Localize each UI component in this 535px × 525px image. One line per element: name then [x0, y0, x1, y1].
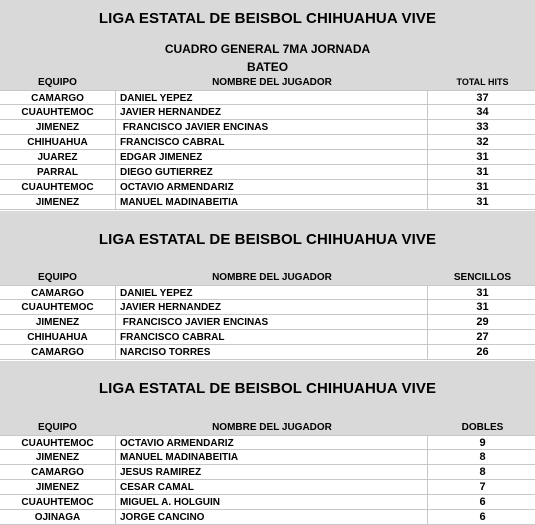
stat-cell: 9 — [479, 437, 486, 449]
team-cell: CUAUHTEMOC — [0, 300, 116, 314]
stat-cell: 31 — [476, 166, 489, 178]
section-1-category: BATEO — [246, 60, 289, 74]
player-cell: FRANCISCO JAVIER ENCINAS — [116, 120, 428, 134]
table-row — [0, 105, 535, 120]
stat-cell: 31 — [476, 301, 489, 313]
section-1-header-team: EQUIPO — [38, 77, 77, 88]
section-3-table — [0, 435, 535, 525]
stat-cell: 33 — [476, 121, 489, 133]
section-3-header-player: NOMBRE DEL JUGADOR — [212, 422, 332, 433]
section-2-table — [0, 285, 535, 360]
player-cell: DANIEL YEPEZ — [116, 91, 428, 105]
stat-cell: 8 — [479, 451, 486, 463]
stat-cell: 31 — [476, 181, 489, 193]
table-row — [0, 90, 535, 105]
team-cell: JIMENEZ — [0, 120, 116, 134]
player-cell: MANUEL MADINABEITIA — [116, 450, 428, 464]
stat-cell: 34 — [476, 106, 489, 118]
team-cell: CHIHUAHUA — [0, 135, 116, 149]
table-row — [0, 345, 535, 360]
table-row — [0, 495, 535, 510]
stat-cell: 27 — [476, 331, 489, 343]
table-row — [0, 510, 535, 525]
section-3-header-team: EQUIPO — [38, 422, 77, 433]
player-cell: JORGE CANCINO — [116, 510, 428, 524]
section-1-header-stat: TOTAL HITS — [456, 77, 509, 87]
team-cell: CUAUHTEMOC — [0, 436, 116, 450]
section-3-header-stat: DOBLES — [461, 422, 504, 433]
table-row — [0, 330, 535, 345]
team-cell: CUAUHTEMOC — [0, 495, 116, 509]
stat-cell: 8 — [479, 466, 486, 478]
team-cell: CAMARGO — [0, 91, 116, 105]
stat-cell: 29 — [476, 316, 489, 328]
team-cell: JIMENEZ — [0, 450, 116, 464]
section-2-title: LIGA ESTATAL DE BEISBOL CHIHUAHUA VIVE — [98, 231, 437, 248]
player-cell: JAVIER HERNANDEZ — [116, 105, 428, 119]
player-cell: OCTAVIO ARMENDARIZ — [116, 436, 428, 450]
section-2-header-stat: SENCILLOS — [453, 272, 512, 283]
table-row — [0, 150, 535, 165]
player-cell: DANIEL YEPEZ — [116, 286, 428, 300]
stat-cell: 6 — [479, 511, 486, 523]
section-1-subtitle: CUADRO GENERAL 7MA JORNADA — [164, 42, 371, 56]
section-2-header-team: EQUIPO — [38, 272, 77, 283]
stat-cell: 26 — [476, 346, 489, 358]
section-1-header-player: NOMBRE DEL JUGADOR — [212, 77, 332, 88]
team-cell: CAMARGO — [0, 465, 116, 479]
table-row — [0, 435, 535, 450]
team-cell: CAMARGO — [0, 286, 116, 300]
player-cell: MIGUEL A. HOLGUIN — [116, 495, 428, 509]
table-row — [0, 285, 535, 300]
table-row — [0, 120, 535, 135]
player-cell: NARCISO TORRES — [116, 345, 428, 359]
section-2-header-player: NOMBRE DEL JUGADOR — [212, 272, 332, 283]
section-3-title: LIGA ESTATAL DE BEISBOL CHIHUAHUA VIVE — [98, 380, 437, 397]
table-row — [0, 180, 535, 195]
player-cell: JAVIER HERNANDEZ — [116, 300, 428, 314]
player-cell: FRANCISCO CABRAL — [116, 135, 428, 149]
stat-cell: 32 — [476, 136, 489, 148]
team-cell: PARRAL — [0, 165, 116, 179]
table-row — [0, 300, 535, 315]
player-cell: FRANCISCO CABRAL — [116, 330, 428, 344]
team-cell: CAMARGO — [0, 345, 116, 359]
team-cell: JIMENEZ — [0, 480, 116, 494]
player-cell: JESUS RAMIREZ — [116, 465, 428, 479]
player-cell: EDGAR JIMENEZ — [116, 150, 428, 164]
table-row — [0, 195, 535, 210]
team-cell: JIMENEZ — [0, 315, 116, 329]
table-row — [0, 315, 535, 330]
team-cell: CUAUHTEMOC — [0, 180, 116, 194]
team-cell: CHIHUAHUA — [0, 330, 116, 344]
stat-cell: 31 — [476, 151, 489, 163]
team-cell: CUAUHTEMOC — [0, 105, 116, 119]
stat-cell: 37 — [476, 92, 489, 104]
stat-cell: 31 — [476, 196, 489, 208]
stat-cell: 7 — [479, 481, 486, 493]
player-cell: FRANCISCO JAVIER ENCINAS — [116, 315, 428, 329]
team-cell: JUAREZ — [0, 150, 116, 164]
player-cell: MANUEL MADINABEITIA — [116, 195, 428, 209]
table-row — [0, 135, 535, 150]
table-row — [0, 165, 535, 180]
player-cell: CESAR CAMAL — [116, 480, 428, 494]
stat-cell: 6 — [479, 496, 486, 508]
stat-cell: 31 — [476, 287, 489, 299]
table-row — [0, 450, 535, 465]
section-1-title: LIGA ESTATAL DE BEISBOL CHIHUAHUA VIVE — [98, 10, 437, 27]
section-1-table — [0, 90, 535, 210]
team-cell: OJINAGA — [0, 510, 116, 524]
player-cell: OCTAVIO ARMENDARIZ — [116, 180, 428, 194]
team-cell: JIMENEZ — [0, 195, 116, 209]
table-row — [0, 480, 535, 495]
table-row — [0, 465, 535, 480]
player-cell: DIEGO GUTIERREZ — [116, 165, 428, 179]
